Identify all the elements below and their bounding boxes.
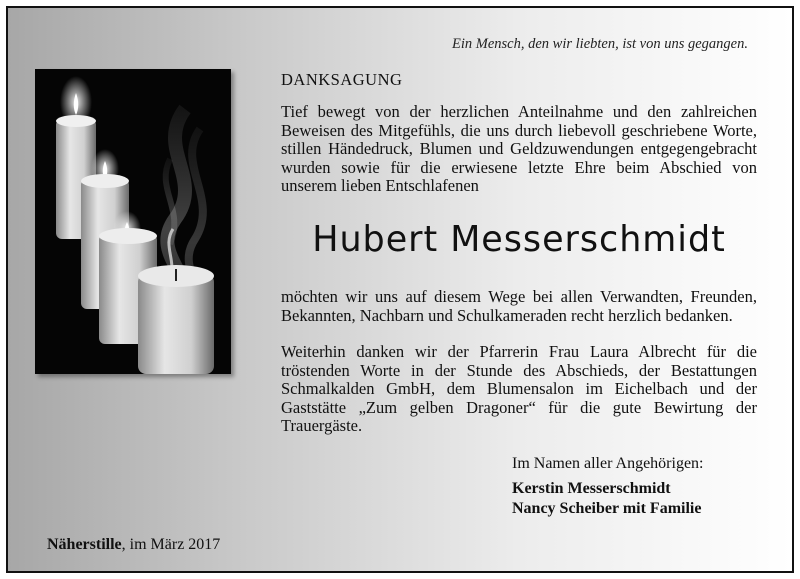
thanks-further-paragraph: Weiterhin danken wir der Pfarrerin Frau Laura Albrecht für die tröstenden Worte in der Stunde des Abschieds, der Bestattungen Schmalkalden GmbH, dem Blumensalon im Eichelbach und der Gaststätte „Zum gelben Dragoner“ für die gute Bewirtung der Trauergäste. [281, 342, 757, 435]
intro-paragraph: Tief bewegt von der herzlichen Anteilnahme und den zahlreichen Beweisen des Mitgefühls, die uns durch liebevoll geschriebene Worte, stillen Händedruck, Blumen und Geldzuwendungen entgegengebracht wurden sowie für die erwiesene letzte Ehre beim Abschied von unserem lieben Entschlafenen [281, 102, 757, 195]
obituary-frame [6, 6, 794, 573]
deceased-name: Hubert Messerschmidt [312, 219, 726, 260]
date-text: , im März 2017 [121, 536, 221, 553]
on-behalf-label: Im Namen aller Angehörigen: [512, 455, 704, 472]
motto: Ein Mensch, den wir liebten, ist von uns gegangen. [452, 36, 748, 52]
signer-2: Nancy Scheiber mit Familie [512, 500, 702, 517]
candles-icon [35, 69, 231, 374]
place-name: Näherstille [47, 536, 122, 553]
candles-photo [35, 69, 231, 374]
place-date [47, 536, 220, 554]
heading: DANKSAGUNG [281, 70, 403, 89]
signer-1: Kerstin Messerschmidt [512, 480, 671, 497]
thanks-paragraph: möchten wir uns auf diesem Wege bei allen Verwandten, Freunden, Bekannten, Nachbarn und Schulkameraden recht herzlich bedanken. [281, 287, 757, 325]
